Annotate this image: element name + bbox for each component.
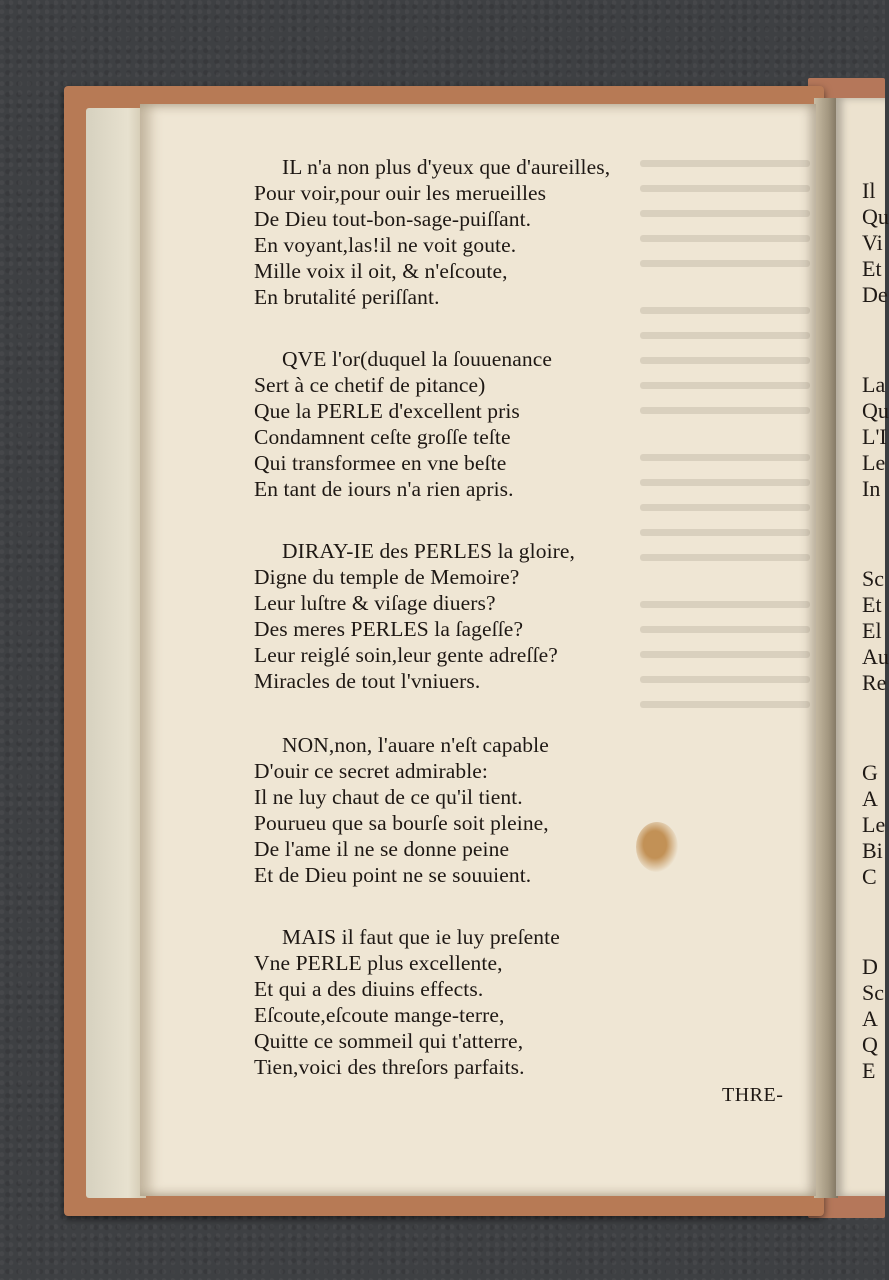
facing-letter: Q — [862, 1032, 878, 1057]
facing-letter: Le — [862, 812, 886, 837]
facing-letter: Vi — [862, 230, 883, 255]
verse-line: Leur reiglé soin,leur gente adreſſe? — [254, 643, 558, 667]
verse-line: De Dieu tout-bon-sage-puiſſant. — [254, 207, 532, 231]
verse-line: Pourueu que sa bourſe soit pleine, — [254, 811, 549, 835]
verse-line: Leur luſtre & viſage diuers? — [254, 591, 496, 615]
facing-letter: D — [862, 954, 878, 979]
verse-line: IL n'a non plus d'yeux que d'aureilles, — [282, 155, 611, 179]
facing-page-edge — [836, 98, 889, 1196]
facing-letter: Sc — [862, 980, 884, 1005]
verse-line: Quitte ce sommeil qui t'atterre, — [254, 1029, 524, 1053]
verse-line: Et de Dieu point ne se souuient. — [254, 863, 532, 887]
verse-line: Mille voix il oit, & n'eſcoute, — [254, 259, 508, 283]
facing-letter: Re — [862, 670, 887, 695]
verse-line: De l'ame il ne se donne peine — [254, 837, 510, 861]
stanza-1 — [254, 154, 674, 310]
verse-line: Il ne luy chaut de ce qu'il tient. — [254, 785, 523, 809]
verse-line: MAIS il faut que ie luy preſente — [282, 925, 560, 949]
verse-line: DIRAY-IE des PERLES la gloire, — [282, 539, 576, 563]
verse-line: QVE l'or(duquel la ſouuenance — [282, 347, 553, 371]
stanza-3 — [254, 538, 674, 694]
facing-letter: De — [862, 282, 888, 307]
facing-letter: Bi — [862, 838, 883, 863]
facing-letter: Le — [862, 450, 886, 475]
verse-line: Qui transformee en vne beſte — [254, 451, 507, 475]
verse-line: Que la PERLE d'excellent pris — [254, 399, 520, 423]
verse-line: Tien,voici des threſors parfaits. — [254, 1055, 525, 1079]
facing-letter: L'I — [862, 424, 887, 449]
facing-letter: A — [862, 1006, 878, 1031]
verse-line: Sert à ce chetif de pitance) — [254, 373, 486, 397]
verse-line: Des meres PERLES la ſageſſe? — [254, 617, 524, 641]
verse-line: Et qui a des diuins effects. — [254, 977, 484, 1001]
facing-letter: G — [862, 760, 878, 785]
facing-letter: Sc — [862, 566, 884, 591]
stanza-5 — [254, 924, 674, 1080]
endpaper-edge — [86, 108, 146, 1198]
verse-line: En voyant,las!il ne voit goute. — [254, 233, 517, 257]
verse-line: Miracles de tout l'vniuers. — [254, 669, 481, 693]
facing-letter: Il — [862, 178, 876, 203]
verse-line: NON,non, l'auare n'eſt capable — [282, 733, 549, 757]
verse-line: En brutalité periſſant. — [254, 285, 440, 309]
verse-line: Condamnent ceſte groſſe teſte — [254, 425, 511, 449]
facing-letter: La — [862, 372, 886, 397]
facing-letter: Qu — [862, 398, 889, 423]
facing-letter: El — [862, 618, 882, 643]
facing-letter: A — [862, 786, 878, 811]
catchword: THRE- — [722, 1084, 784, 1106]
verse-line: En tant de iours n'a rien apris. — [254, 477, 514, 501]
verse-line: D'ouir ce secret admirable: — [254, 759, 489, 783]
facing-letter: C — [862, 864, 877, 889]
facing-letter: Au — [862, 644, 889, 669]
facing-letter: Qu — [862, 204, 889, 229]
facing-letter: Et — [862, 592, 882, 617]
verse-line: Digne du temple de Memoire? — [254, 565, 520, 589]
verse-line: Pour voir,pour ouir les merueilles — [254, 181, 547, 205]
stanza-2 — [254, 346, 674, 502]
facing-letter: In — [862, 476, 881, 501]
verse-line: Vne PERLE plus excellente, — [254, 951, 503, 975]
verse-line: Eſcoute,eſcoute mange-terre, — [254, 1003, 505, 1027]
facing-letter: E — [862, 1058, 876, 1083]
book-gutter — [814, 98, 838, 1198]
facing-letter: Et — [862, 256, 882, 281]
stanza-4 — [254, 732, 674, 888]
